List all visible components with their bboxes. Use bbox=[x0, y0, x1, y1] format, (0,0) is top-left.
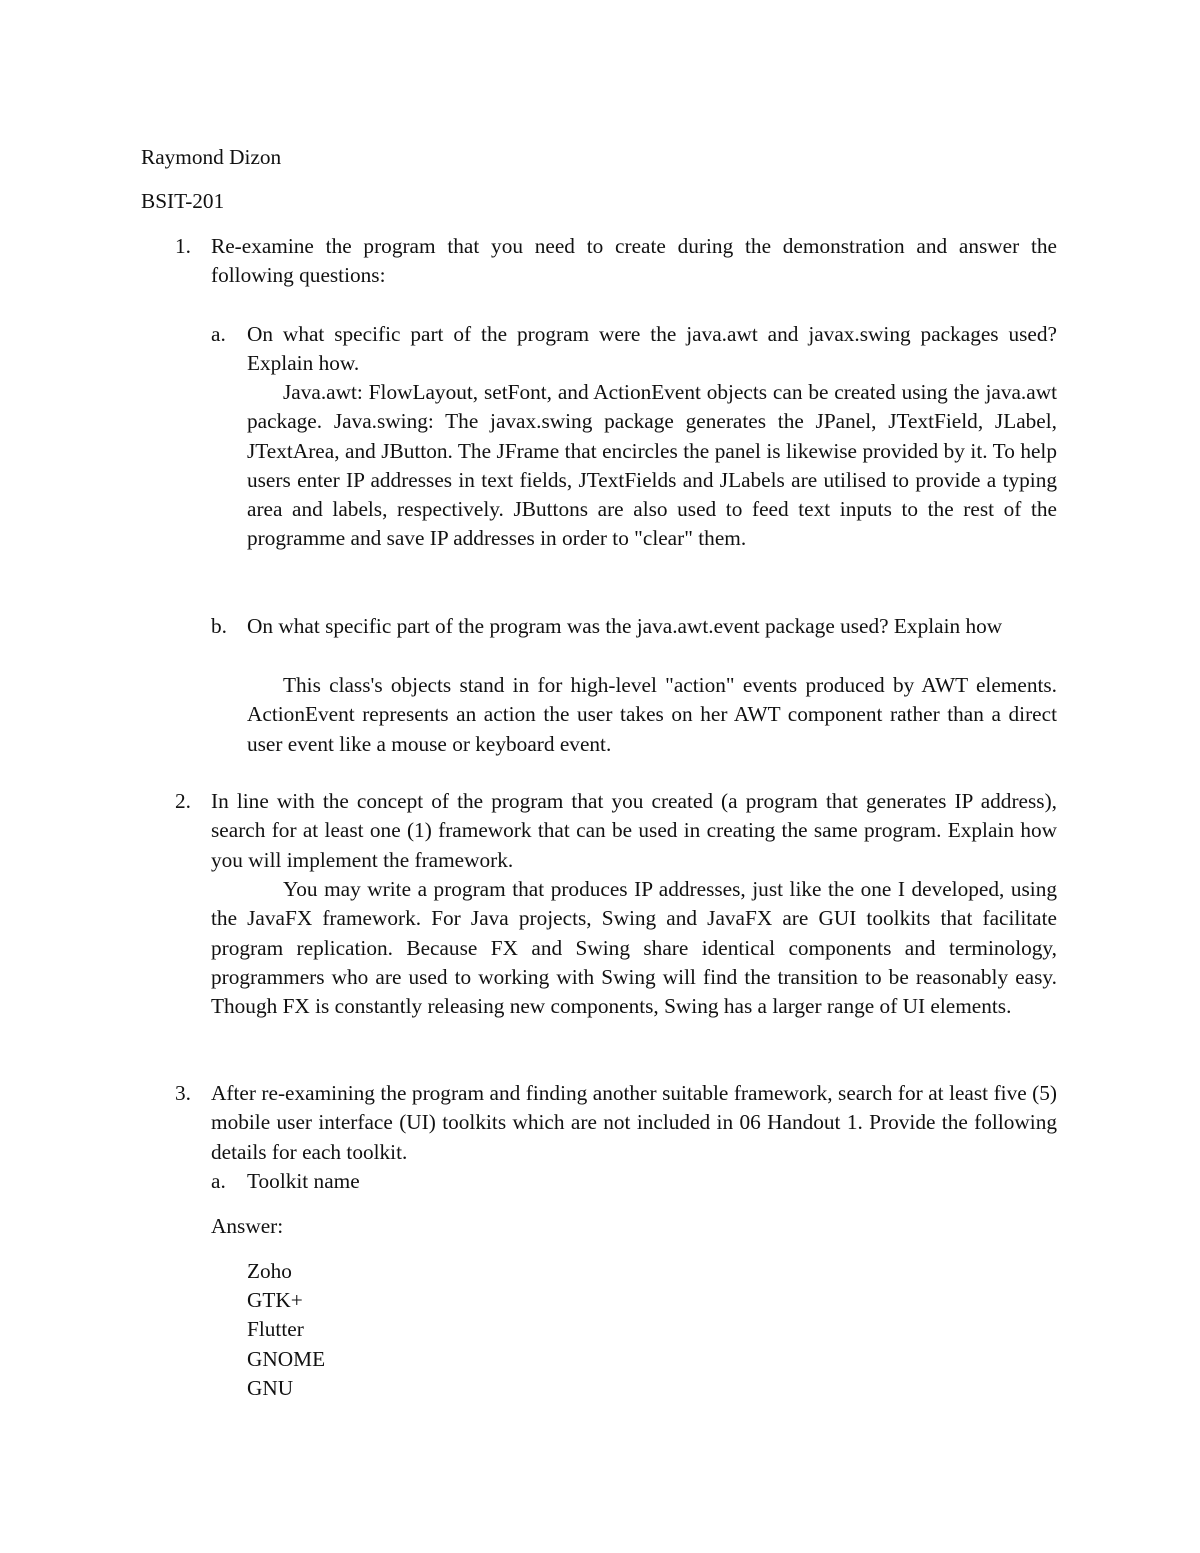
question-3a-label: Toolkit name bbox=[247, 1169, 360, 1193]
toolkit-item: GNU bbox=[247, 1376, 294, 1400]
question-1a-text: On what specific part of the program were the java.awt and javax.swing packages used? Explain how. bbox=[247, 322, 1057, 376]
question-1a-marker: a. bbox=[211, 322, 226, 346]
question-3a-marker: a. bbox=[211, 1169, 226, 1193]
answer-label: Answer: bbox=[211, 1214, 284, 1238]
toolkit-item: Flutter bbox=[247, 1317, 304, 1341]
toolkit-item: Zoho bbox=[247, 1259, 292, 1283]
question-1b-marker: b. bbox=[211, 614, 227, 638]
answer-1b: This class's objects stand in for high-level "action" events produced by AWT elements. ActionEvent represents an action the user takes on her AWT component rather than a direct user event like a mouse or keyboard event. bbox=[247, 673, 1057, 756]
question-2-number: 2. bbox=[175, 789, 191, 813]
author-name: Raymond Dizon bbox=[141, 145, 282, 169]
question-3-number: 3. bbox=[175, 1081, 191, 1105]
question-2-text: In line with the concept of the program that you created (a program that generates IP address), search for at least one (1) framework that can be used in creating the same program. Explain how you will implement the framework. bbox=[211, 789, 1057, 872]
answer-2: You may write a program that produces IP addresses, just like the one I developed, using the JavaFX framework. For Java projects, Swing and JavaFX are GUI toolkits that facilitate program replication. Because FX and Swing share identical components and terminology, programmers who are used to working with Swing will find the transition to be reasonably easy. Though FX is constantly releasing new components, Swing has a larger range of UI elements. bbox=[211, 877, 1057, 1019]
class-section: BSIT-201 bbox=[141, 189, 225, 213]
toolkit-item: GNOME bbox=[247, 1347, 326, 1371]
question-1-text: Re-examine the program that you need to create during the demonstration and answer the following questions: bbox=[211, 234, 1057, 288]
question-3-text: After re-examining the program and finding another suitable framework, search for at least five (5) mobile user interface (UI) toolkits which are not included in 06 Handout 1. Provide the following details for each toolkit. bbox=[211, 1081, 1057, 1164]
question-1-number: 1. bbox=[175, 234, 191, 258]
question-1b-text: On what specific part of the program was the java.awt.event package used? Explain how bbox=[247, 614, 1003, 638]
answer-1a: Java.awt: FlowLayout, setFont, and ActionEvent objects can be created using the java.awt package. Java.swing: The javax.swing package generates the JPanel, JTextField, JLabel, JTextArea, and JButton. The JFrame that encircles the panel is likewise provided by it. To help users enter IP addresses in text fields, JTextFields and JLabels are utilised to provide a typing area and labels, respectively. JButtons are also used to feed text inputs to the rest of the programme and save IP addresses in order to "clear" them. bbox=[247, 380, 1057, 551]
toolkit-item: GTK+ bbox=[247, 1288, 303, 1312]
